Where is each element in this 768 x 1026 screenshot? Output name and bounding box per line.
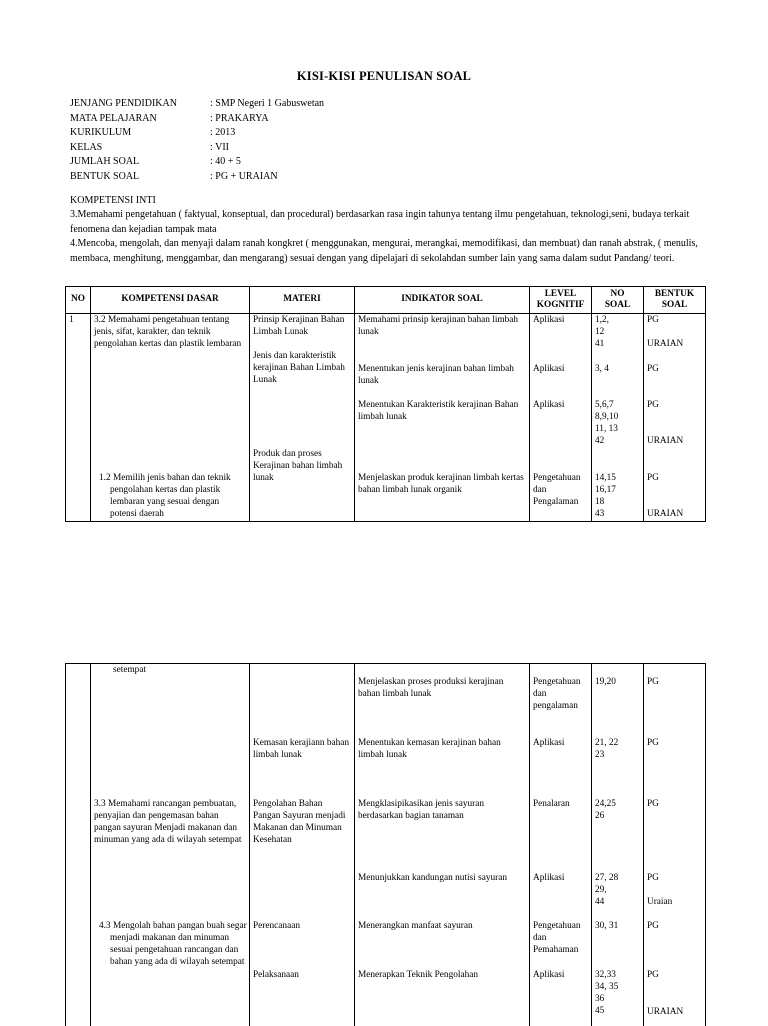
kd-text: 3.3 Memahami rancangan pembuatan, penyajian dan pengemasan bahan pangan sayuran Menjadi makanan dan minuman yang ada di wilayah setempat [94, 799, 242, 846]
table-row [66, 664, 706, 1026]
kd-text: 4.3 Mengolah bahan pangan buah segar menjadi makanan dan minuman sesuai pengetahuan rancangan dan bahan yang ada di wilayah setempat [99, 921, 247, 968]
header-kompetensi-dasar: KOMPETENSI DASAR [91, 287, 250, 314]
kompetensi-inti-block [70, 194, 710, 266]
header-indikator: INDIKATOR SOAL [355, 287, 530, 314]
meta-row [70, 112, 324, 127]
meta-key: JENJANG PENDIDIKAN [70, 98, 177, 109]
identity-block [70, 97, 324, 185]
indikator-text: Menjelaskan produk kerajinan limbah kertas bahan limbah lunak organik [358, 473, 524, 496]
meta-value: : 2013 [210, 127, 236, 139]
materi-text: Produk dan proses Kerajinan bahan limbah lunak [253, 449, 343, 484]
kd-text: 1.2 Memilih jenis bahan dan teknik pengolahan kertas dan plastik lembaran yang sesuai dengan potensi daerah [99, 473, 231, 520]
meta-key: KELAS [70, 141, 103, 153]
document-title: KISI-KISI PENULISAN SOAL [296, 69, 472, 83]
header-no-soal: NO SOAL [592, 287, 644, 314]
header-materi: MATERI [250, 287, 355, 314]
meta-row [70, 97, 324, 112]
indikator-text: Menerapkan Teknik Pengolahan [358, 970, 479, 980]
cell-no: 1 [66, 314, 91, 522]
meta-key: KURIKULUM [70, 127, 132, 139]
meta-key: BENTUK SOAL [70, 170, 140, 182]
grid-table-page-2 [65, 663, 706, 1026]
materi-text: Pengolahan Bahan Pangan Sayuran menjadi Makanan dan Minuman Kesehatan [253, 799, 346, 846]
meta-value: : VII [210, 141, 229, 153]
header-bentuk-soal: BENTUK SOAL [644, 287, 706, 314]
materi-text: Jenis dan karakteristik kerajinan Bahan Limbah Lunak [253, 351, 345, 386]
cell-bentuk-soal: PG PG PG PG Uraian PG PG URAIAN [644, 664, 706, 1026]
ki-paragraph-4: 4.Mencoba, mengolah, dan menyaji dalam ranah kongkret ( menggunakan, mengurai, merangkai, memodifikasi, dan membuat) dan ranah abstrak, ( menulis, membaca, menghitung, menggambar, dan mengarang) sesuai dengan yang dipelajari di sekolahdan sumber lain yang sama dalam sudut Pandang/ teori. [70, 238, 698, 264]
document-page-2 [0, 560, 768, 1024]
meta-value: : 40 + 5 [210, 156, 241, 168]
materi-text: Kemasan kerajiann bahan limbah lunak [253, 738, 350, 761]
materi-text: Prinsip Kerajinan Bahan Limbah Lunak [253, 315, 345, 338]
cell-materi [250, 314, 355, 522]
kd-text: 3.2 Memahami pengetahuan tentang jenis, sifat, karakter, dan teknik pengolahan kertas dan plastik lembaran [94, 315, 242, 350]
meta-value: : PG + URAIAN [210, 170, 278, 182]
cell-kompetensi-dasar [91, 314, 250, 522]
cell-bentuk-soal: PG URAIAN PG PG URAIAN PG URAIAN [644, 314, 706, 522]
meta-row [70, 155, 324, 170]
materi-text: Pelaksanaan [253, 970, 299, 980]
cell-no-soal: 1,2, 12 41 3, 4 5,6,7 8,9,10 11, 13 42 14,15 16,17 18 43 [592, 314, 644, 522]
cell-kompetensi-dasar [91, 664, 250, 1026]
kd-text: setempat [113, 665, 147, 675]
ki-heading: KOMPETENSI INTI [70, 195, 156, 206]
cell-indikator [355, 314, 530, 522]
table-header-row [66, 287, 706, 314]
meta-key: JUMLAH SOAL [70, 156, 140, 168]
indikator-text: Mengklasipikasikan jenis sayuran berdasarkan bagian tanaman [358, 799, 484, 822]
cell-no-soal: 19,20 21, 22 23 24,25 26 27, 28 29, 44 30, 31 32,33 34, 35 36 45 [592, 664, 644, 1026]
cell-materi [250, 664, 355, 1026]
cell-no [66, 664, 91, 1026]
meta-row [70, 141, 324, 156]
table-row [66, 314, 706, 522]
meta-value: : PRAKARYA [210, 112, 269, 124]
indikator-text: Menunjukkan kandungan nutisi sayuran [358, 873, 507, 883]
indikator-text: Menentukan Karakteristik kerajinan Bahan limbah lunak [358, 400, 519, 423]
indikator-text: Menjelaskan proses produksi kerajinan bahan limbah lunak [358, 677, 504, 700]
meta-key: MATA PELAJARAN [70, 112, 157, 124]
indikator-text: Menerangkan manfaat sayuran [358, 921, 473, 931]
meta-row [70, 170, 324, 185]
ki-paragraph-3: 3.Memahami pengetahuan ( faktyual, konseptual, dan procedural) berdasarkan rasa ingin tahunya tentang ilmu pengetahuan, teknologi,seni, budaya terkait fenomena dan kejadian tampak mata [70, 209, 690, 235]
cell-indikator [355, 664, 530, 1026]
header-no: NO [66, 287, 91, 314]
indikator-text: Menentukan kemasan kerajinan bahan limbah lunak [358, 738, 501, 761]
indikator-text: Memahami prinsip kerajinan bahan limbah lunak [358, 315, 519, 338]
materi-text: Perencanaan [253, 921, 300, 931]
meta-row [70, 126, 324, 141]
meta-value: : SMP Negeri 1 Gabuswetan [210, 98, 325, 109]
grid-table-page-1 [65, 286, 706, 522]
indikator-text: Menentukan jenis kerajinan bahan limbah lunak [358, 364, 514, 387]
header-level-kognitif: LEVEL KOGNITIF [530, 287, 592, 314]
cell-level-kognitif: Aplikasi Aplikasi Aplikasi Pengetahuan dan Pengalaman [530, 314, 592, 522]
cell-level-kognitif: Pengetahuan dan pengalaman Aplikasi Penalaran Aplikasi Pengetahuan dan Pemahaman Aplikasi [530, 664, 592, 1026]
